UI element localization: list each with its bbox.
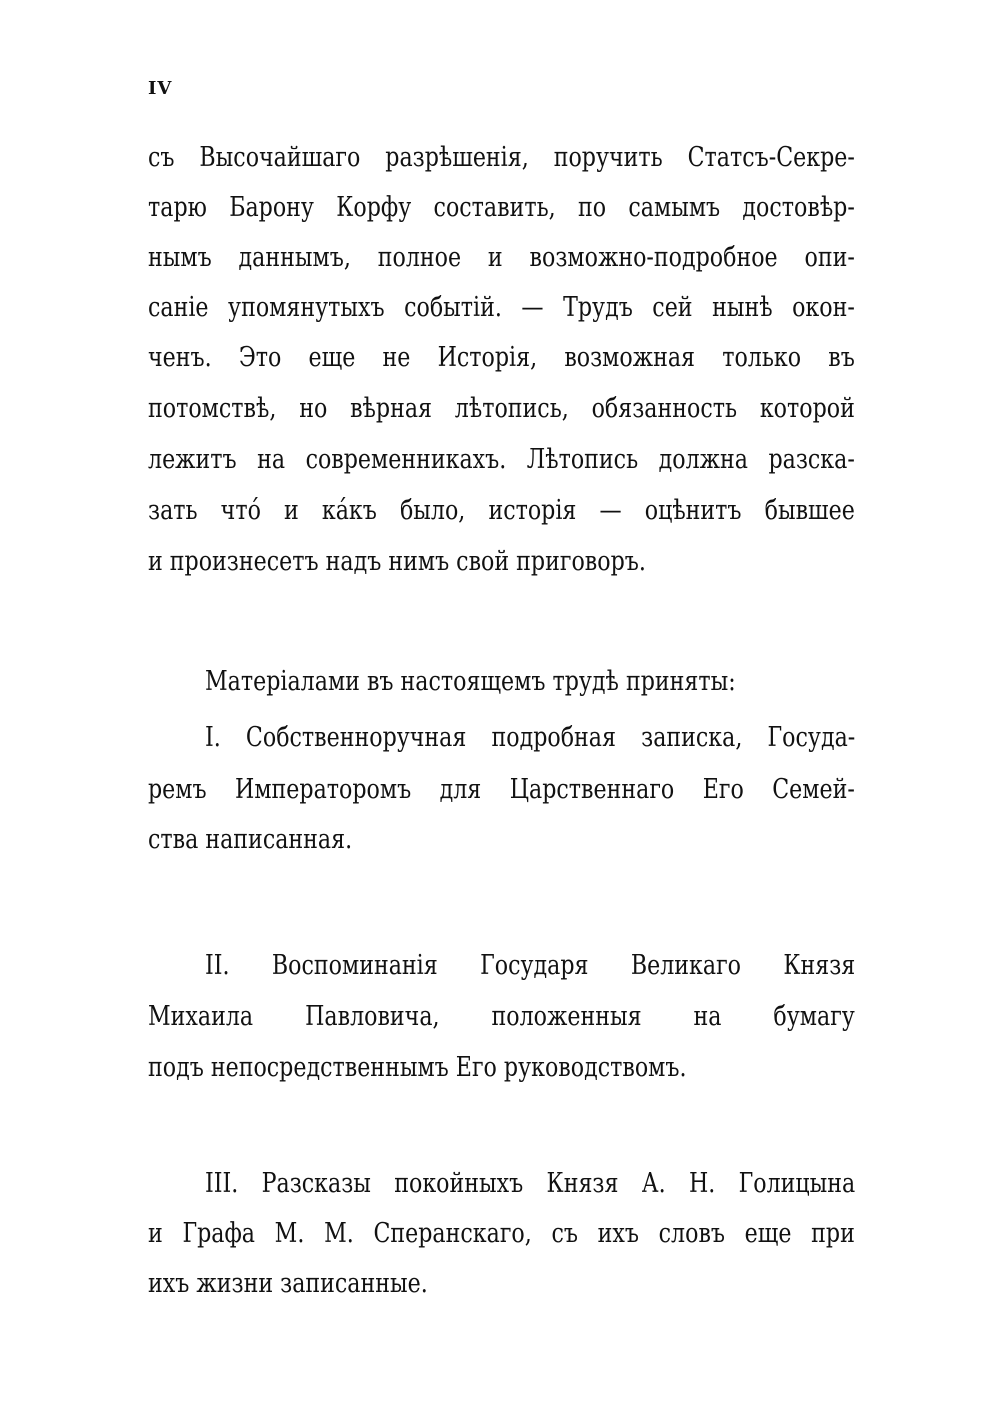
- page-number: IV: [148, 78, 173, 99]
- item-1-line: ремъ Императоромъ для Царственнаго Его Семей-: [148, 774, 855, 805]
- item-3-line: III. Разсказы покойныхъ Князя А. Н. Голицына: [205, 1168, 856, 1199]
- paragraph-line: лежитъ на современникахъ. Лѣтопись должна разска-: [148, 444, 855, 475]
- paragraph-line: зать что́ и ка́къ было, исторія — оцѣнитъ бывшее: [148, 495, 855, 526]
- item-2-line: подъ непосредственнымъ Его руководствомъ.: [148, 1052, 687, 1083]
- paragraph-line: потомствѣ, но вѣрная лѣтопись, обязанность которой: [148, 393, 855, 424]
- paragraph-line: ченъ. Это еще не Исторія, возможная только въ: [148, 342, 855, 373]
- paragraph-line: нымъ даннымъ, полное и возможно-подробное опи-: [148, 242, 855, 273]
- materials-intro: Матеріалами въ настоящемъ трудѣ приняты:: [205, 666, 736, 697]
- item-3-line: и Графа М. М. Сперанскаго, съ ихъ словъ еще при: [148, 1218, 855, 1249]
- item-1-line: I. Собственноручная подробная записка, Госуда-: [205, 722, 856, 753]
- item-3-line: ихъ жизни записанные.: [148, 1268, 428, 1299]
- paragraph-line: съ Высочайшаго разрѣшенія, поручить Статсъ-Секре-: [148, 142, 855, 173]
- item-2-line: II. Воспоминанія Государя Великаго Князя: [205, 950, 856, 981]
- paragraph-line: и произнесетъ надъ нимъ свой приговоръ.: [148, 546, 646, 577]
- item-2-line: Михаила Павловича, положенныя на бумагу: [148, 1001, 855, 1032]
- paragraph-line: саніе упомянутыхъ событій. — Трудъ сей нынѣ окон-: [148, 292, 855, 323]
- paragraph-line: тарю Барону Корфу составить, по самымъ достовѣр-: [148, 192, 855, 223]
- item-1-line: ства написанная.: [148, 824, 353, 855]
